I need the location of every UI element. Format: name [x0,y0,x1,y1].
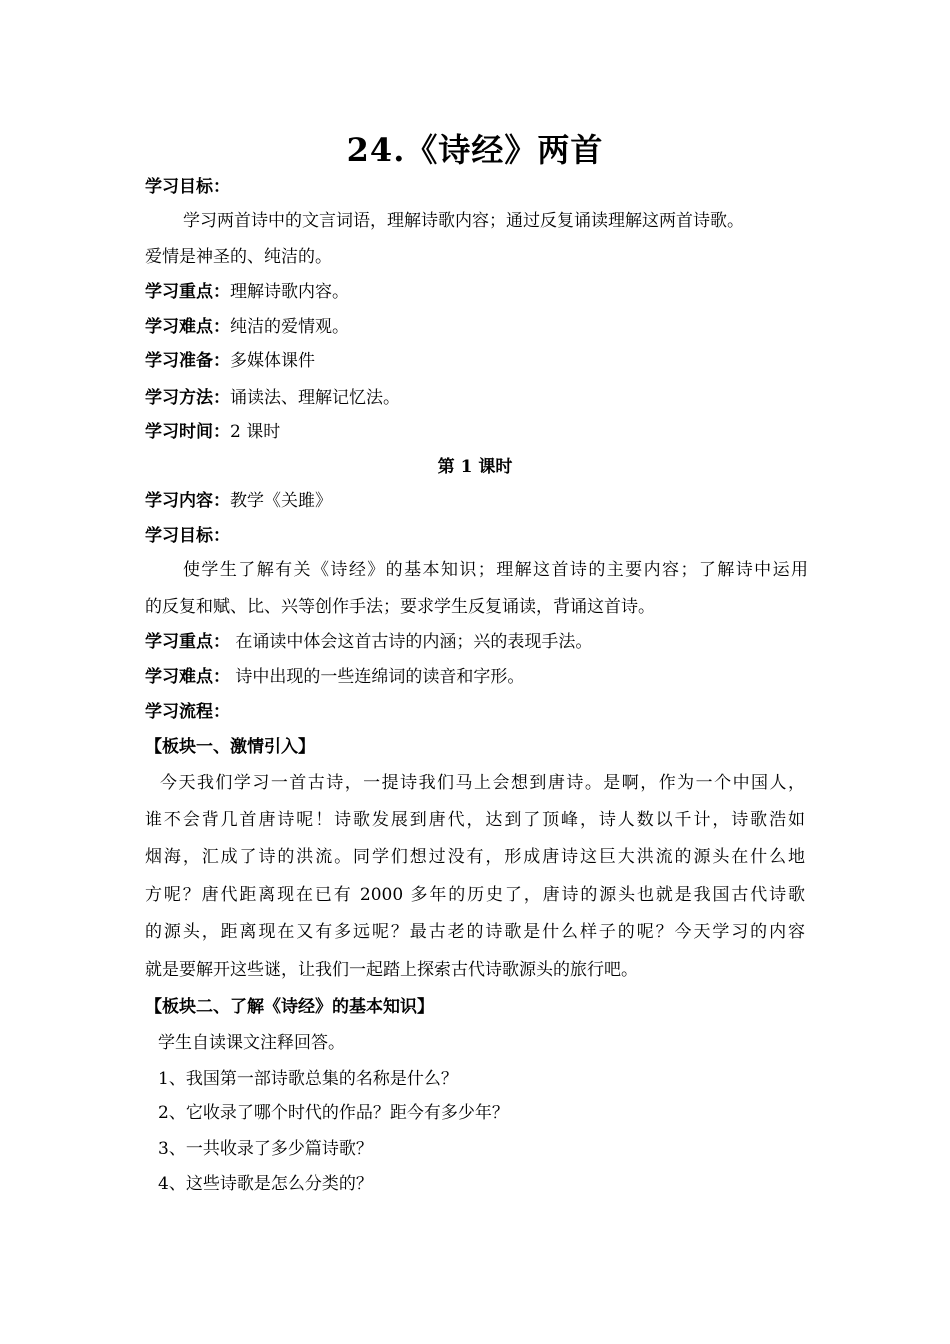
block1-line: 今天我们学习一首古诗，一提诗我们马上会想到唐诗。是啊，作为一个中国人， [160,773,805,793]
block2-question: 3、一共收录了多少篇诗歌？ [158,1139,373,1159]
lesson1-difficult-text: 诗中出现的一些连绵词的读音和字形。 [230,667,525,687]
method-text: 诵读法、理解记忆法。 [230,388,400,408]
method-row [145,386,815,410]
block2-question: 2、它收录了哪个时代的作品？距今有多少年？ [158,1103,509,1123]
block2-heading: 【板块二、了解《诗经》的基本知识】 [145,997,434,1017]
difficult-label: 学习难点： [145,317,230,337]
goal-row [145,175,815,199]
lesson1-flow-label: 学习流程： [145,702,230,722]
block1-heading: 【板块一、激情引入】 [145,737,315,757]
page-title: 24.《诗经》两首 [346,131,604,169]
difficult-text: 纯洁的爱情观。 [230,317,349,337]
lesson1-key-row [145,630,815,654]
goal-label: 学习目标： [145,177,230,197]
block1-line: 方呢？唐代距离现在已有 2000 多年的历史了，唐诗的源头也就是我国古代诗歌 [145,885,805,905]
block1-line: 谁不会背几首唐诗呢！诗歌发展到唐代，达到了顶峰，诗人数以千计，诗歌浩如 [145,810,805,830]
lesson1-goal-text-1: 使学生了解有关《诗经》的基本知识；理解这首诗的主要内容；了解诗中运用 [183,560,808,580]
goal-text-1: 学习两首诗中的文言词语，理解诗歌内容；通过反复诵读理解这两首诗歌。 [183,211,744,231]
prep-row [145,349,815,373]
lesson1-key-text: 在诵读中体会这首古诗的内涵；兴的表现手法。 [230,632,593,652]
block2-intro: 学生自读课文注释回答。 [158,1033,345,1053]
lesson1-heading: 第 1 课时 [437,457,513,477]
lesson1-key-label: 学习重点： [145,632,230,652]
lesson1-content-label: 学习内容： [145,491,230,511]
block2-question: 4、这些诗歌是怎么分类的？ [158,1174,373,1194]
lesson1-content-text: 教学《关雎》 [230,491,332,511]
key-text: 理解诗歌内容。 [230,282,349,302]
lesson1-content-row [145,489,815,513]
time-row [145,420,815,444]
method-label: 学习方法： [145,388,230,408]
block2-question: 1、我国第一部诗歌总集的名称是什么？ [158,1069,458,1089]
key-row [145,280,815,304]
block1-line: 就是要解开这些谜，让我们一起踏上探索古代诗歌源头的旅行吧。 [145,960,638,980]
prep-label: 学习准备： [145,351,230,371]
lesson1-goal-text-2: 的反复和赋、比、兴等创作手法；要求学生反复诵读，背诵这首诗。 [145,597,655,617]
lesson1-flow-row [145,700,815,724]
block1-line: 烟海，汇成了诗的洪流。同学们想过没有，形成唐诗这巨大洪流的源头在什么地 [145,847,805,867]
block1-line: 的源头，距离现在又有多远呢？最古老的诗歌是什么样子的呢？今天学习的内容 [145,922,805,942]
lesson1-goal-label: 学习目标： [145,526,230,546]
goal-text-2: 爱情是神圣的、纯洁的。 [145,247,332,267]
lesson1-difficult-label: 学习难点： [145,667,230,687]
key-label: 学习重点： [145,282,230,302]
difficult-row [145,315,815,339]
time-text: 2 课时 [230,422,281,442]
lesson1-difficult-row [145,665,815,689]
lesson1-goal-row [145,524,815,548]
prep-text: 多媒体课件 [230,351,315,371]
time-label: 学习时间： [145,422,230,442]
